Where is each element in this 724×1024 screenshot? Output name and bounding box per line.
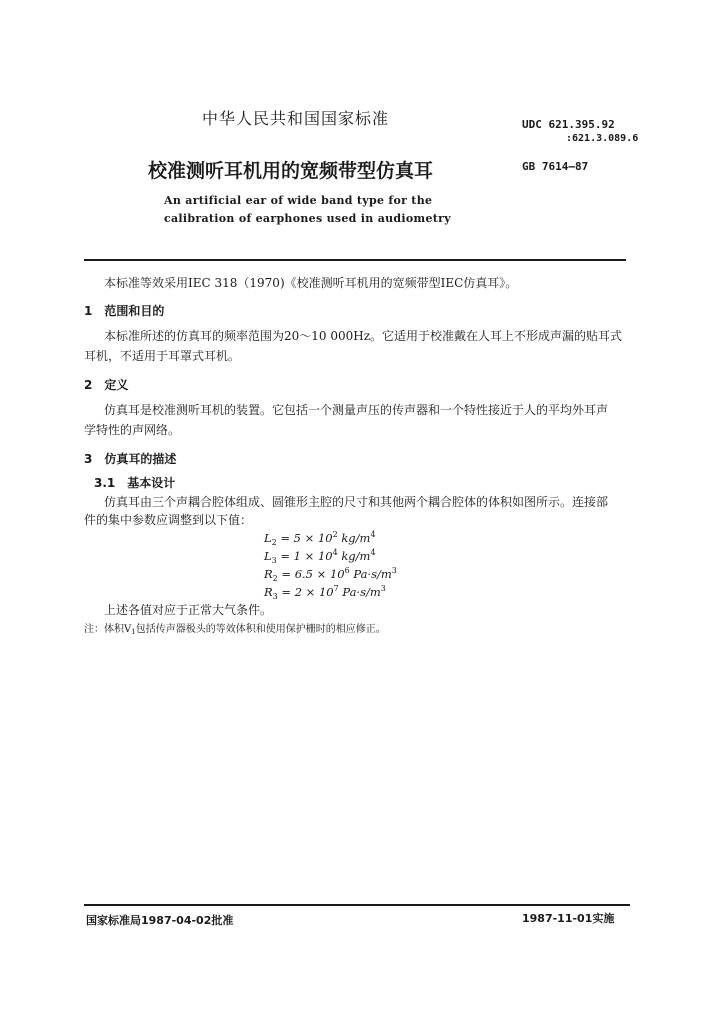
section-2-heading: 2 定义 <box>84 378 129 392</box>
section-3-1-heading: 3.1 基本设计 <box>94 476 176 490</box>
implementation-date: 1987-11-01实施 <box>522 912 615 925</box>
atmospheric-conditions-text: 上述各值对应于正常大气条件。 <box>104 603 273 617</box>
issuer-title: 中华人民共和国国家标准 <box>202 109 390 128</box>
intro-paragraph: 本标准等效采用IEC 318（1970)《校准测听耳机用的宽频带型IEC仿真耳》。 <box>104 276 518 290</box>
udc-code-line2: :621.3.089.6 <box>566 133 639 144</box>
section-2-line2: 学特性的声网络。 <box>84 423 181 437</box>
gb-number: GB 7614—87 <box>522 160 589 173</box>
document-title: 校准测听耳机用的宽频带型仿真耳 <box>148 160 434 182</box>
formula-r3: $R_3 = 2 \times 10^7$ $Pa\cdot s/m^3$ <box>264 584 386 601</box>
formula-r2: $R_2 = 6.5 \times 10^6$ $Pa\cdot s/m^3$ <box>264 566 397 583</box>
english-title-line2: calibration of earphones used in audiometry <box>164 212 451 225</box>
section-1-line1: 本标准所述的仿真耳的频率范围为20～10 000Hz。它适用于校准戴在人耳上不形成声漏的贴耳式 <box>104 329 623 343</box>
english-title-line1: An artificial ear of wide band type for the <box>164 194 433 207</box>
section-1-heading: 1 范围和目的 <box>84 304 165 318</box>
udc-code-line1: UDC 621.395.92 <box>522 118 615 131</box>
formula-l2: $L_2 = 5 \times 10^2$ $kg/m^4$ <box>264 530 376 547</box>
section-1-line2: 耳机，不适用于耳罩式耳机。 <box>84 349 241 363</box>
section-3-heading: 3 仿真耳的描述 <box>84 452 177 466</box>
section-2-line1: 仿真耳是校准测听耳机的装置。它包括一个测量声压的传声器和一个特性接近于人的平均外耳声 <box>104 403 609 417</box>
approval-date: 国家标准局1987-04-02批准 <box>86 914 234 927</box>
section-3-line2: 件的集中参数应调整到以下值： <box>84 513 253 527</box>
volume-note: 注：体积$V_1$包括传声器极头的等效体积和使用保护栅时的相应修正。 <box>84 624 386 636</box>
footer-divider <box>84 904 630 906</box>
formula-l3: $L_3 = 1 \times 10^4$ $kg/m^4$ <box>264 548 376 565</box>
section-3-line1: 仿真耳由三个声耦合腔体组成、圆锥形主腔的尺寸和其他两个耦合腔体的体积如图所示。连接部 <box>104 495 609 509</box>
header-divider <box>84 259 626 261</box>
